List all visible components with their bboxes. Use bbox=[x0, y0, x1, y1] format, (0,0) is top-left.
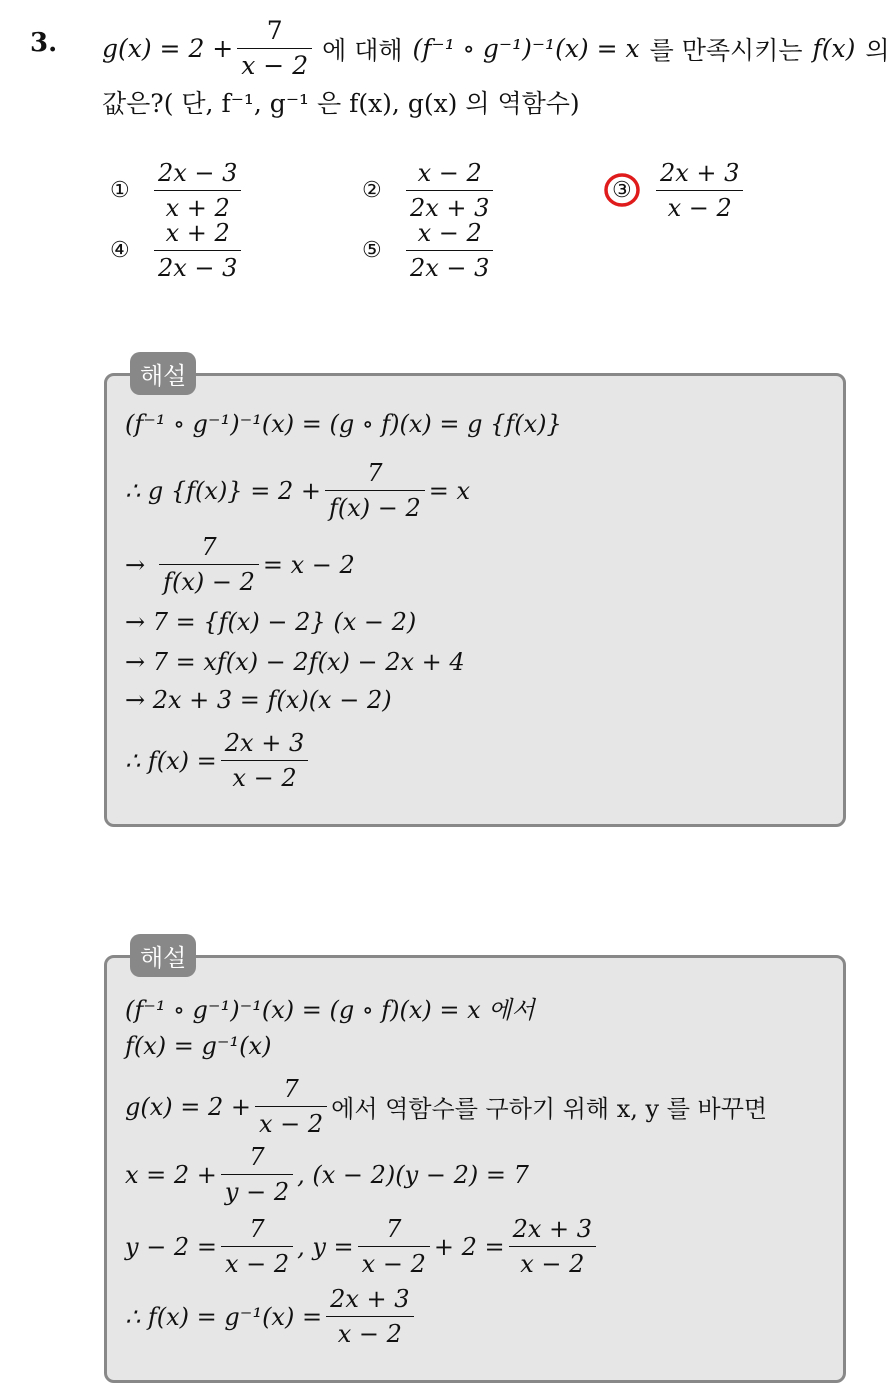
fraction-denominator: f(x) − 2 bbox=[163, 568, 255, 596]
question-line-1 bbox=[102, 14, 890, 83]
choice-label: ⑤ bbox=[362, 238, 382, 263]
condition-expression: (f⁻¹ ∘ g⁻¹)⁻¹(x) = x bbox=[412, 34, 640, 63]
solution1-line-1: (f⁻¹ ∘ g⁻¹)⁻¹(x) = (g ∘ f)(x) = g {f(x)} bbox=[125, 410, 562, 438]
fraction-numerator: 7 bbox=[221, 1140, 293, 1175]
solution1-line-4: → 7 = {f(x) − 2} (x − 2) bbox=[125, 608, 417, 636]
expr-suffix: = x bbox=[428, 476, 471, 505]
question-line-2: 값은?( 단, f⁻¹, g⁻¹ 은 f(x), g(x) 의 역함수) bbox=[102, 89, 580, 118]
fraction-denominator: x − 2 bbox=[224, 1250, 290, 1278]
choice-label: ② bbox=[362, 178, 382, 203]
solution1-line-5: → 7 = xf(x) − 2f(x) − 2x + 4 bbox=[125, 648, 465, 676]
choice-label: ① bbox=[110, 178, 130, 203]
solution2-line-3 bbox=[125, 1072, 767, 1141]
expr-prefix: g(x) = 2 + bbox=[125, 1092, 251, 1121]
choice-label: ③ bbox=[612, 178, 632, 203]
fraction-denominator: x − 2 bbox=[337, 1320, 402, 1348]
solution2-line-5 bbox=[125, 1212, 600, 1281]
solution1-line-2 bbox=[125, 456, 470, 525]
choice-denominator: x − 2 bbox=[667, 194, 732, 222]
question-text-1: 에 대해 bbox=[322, 35, 403, 65]
choice-denominator: 2x + 3 bbox=[410, 194, 490, 222]
fraction-numerator: 2x + 3 bbox=[326, 1282, 413, 1317]
choice-3[interactable] bbox=[612, 156, 747, 225]
solution2-line-6 bbox=[125, 1282, 418, 1351]
solution1-line-6: → 2x + 3 = f(x)(x − 2) bbox=[125, 686, 392, 714]
g-definition-prefix: g(x) = 2 + bbox=[102, 34, 234, 63]
choice-5[interactable] bbox=[362, 216, 497, 285]
fraction-numerator: 2x + 3 bbox=[221, 726, 308, 761]
question-text-3: 의 bbox=[865, 35, 890, 65]
expr-middle: , y = bbox=[297, 1232, 354, 1261]
solution2-line-1: (f⁻¹ ∘ g⁻¹)⁻¹(x) = (g ∘ f)(x) = x 에서 bbox=[125, 996, 535, 1024]
solution2-line-2: f(x) = g⁻¹(x) bbox=[125, 1032, 272, 1060]
expr-prefix: ∴ f(x) = bbox=[125, 746, 217, 775]
solution2-line-4 bbox=[125, 1140, 529, 1209]
fraction-denominator: x − 2 bbox=[232, 764, 297, 792]
choice-2[interactable] bbox=[362, 156, 497, 225]
g-definition-fraction bbox=[237, 14, 312, 83]
choice-numerator: 2x − 3 bbox=[154, 156, 241, 191]
choice-1[interactable] bbox=[110, 156, 245, 225]
expr-prefix: x = 2 + bbox=[125, 1160, 217, 1189]
choice-numerator: 2x + 3 bbox=[656, 156, 743, 191]
expr-middle: + 2 = bbox=[433, 1232, 505, 1261]
fraction-denominator: x − 2 bbox=[259, 1110, 324, 1138]
solution1-line-3 bbox=[125, 530, 355, 599]
question-number: 3. bbox=[30, 28, 58, 58]
fraction-denominator: x − 2 bbox=[241, 51, 309, 80]
fraction-numerator: 2x + 3 bbox=[509, 1212, 596, 1247]
expr-prefix: ∴ g {f(x)} = 2 + bbox=[125, 476, 321, 505]
fraction-denominator: f(x) − 2 bbox=[328, 494, 421, 522]
choice-numerator: x + 2 bbox=[154, 216, 241, 251]
choice-numerator: x − 2 bbox=[406, 156, 493, 191]
fraction-numerator: 7 bbox=[159, 530, 259, 565]
fraction-numerator: 7 bbox=[358, 1212, 430, 1247]
choice-label: ④ bbox=[110, 238, 130, 263]
fraction-denominator: y − 2 bbox=[224, 1178, 290, 1206]
fx-term: f(x) bbox=[812, 34, 856, 63]
expr-suffix: = x − 2 bbox=[262, 550, 355, 579]
fraction-numerator: 7 bbox=[325, 456, 425, 491]
solution-tag-1: 해설 bbox=[130, 352, 196, 395]
fraction-numerator: 7 bbox=[221, 1212, 293, 1247]
expr-suffix: , (x − 2)(y − 2) = 7 bbox=[297, 1160, 529, 1189]
fraction-denominator: x − 2 bbox=[520, 1250, 585, 1278]
fraction-numerator: 7 bbox=[255, 1072, 327, 1107]
expr-prefix: ∴ f(x) = g⁻¹(x) = bbox=[125, 1302, 323, 1331]
fraction-numerator: 7 bbox=[237, 14, 312, 49]
choice-label-selected bbox=[612, 178, 652, 203]
choice-numerator: x − 2 bbox=[406, 216, 493, 251]
arrow: → bbox=[125, 550, 146, 579]
solution1-line-7 bbox=[125, 726, 312, 795]
question-text-2: 를 만족시키는 bbox=[649, 35, 803, 65]
fraction-denominator: x − 2 bbox=[361, 1250, 426, 1278]
choice-4[interactable] bbox=[110, 216, 245, 285]
expr-prefix: y − 2 = bbox=[125, 1232, 217, 1261]
solution-tag-2: 해설 bbox=[130, 934, 196, 977]
expr-suffix: 에서 역함수를 구하기 위해 x, y 를 바꾸면 bbox=[331, 1095, 768, 1123]
selected-circle-mark bbox=[602, 170, 646, 214]
choice-denominator: 2x − 3 bbox=[410, 254, 490, 282]
choice-denominator: x + 2 bbox=[165, 194, 230, 222]
choice-denominator: 2x − 3 bbox=[158, 254, 238, 282]
